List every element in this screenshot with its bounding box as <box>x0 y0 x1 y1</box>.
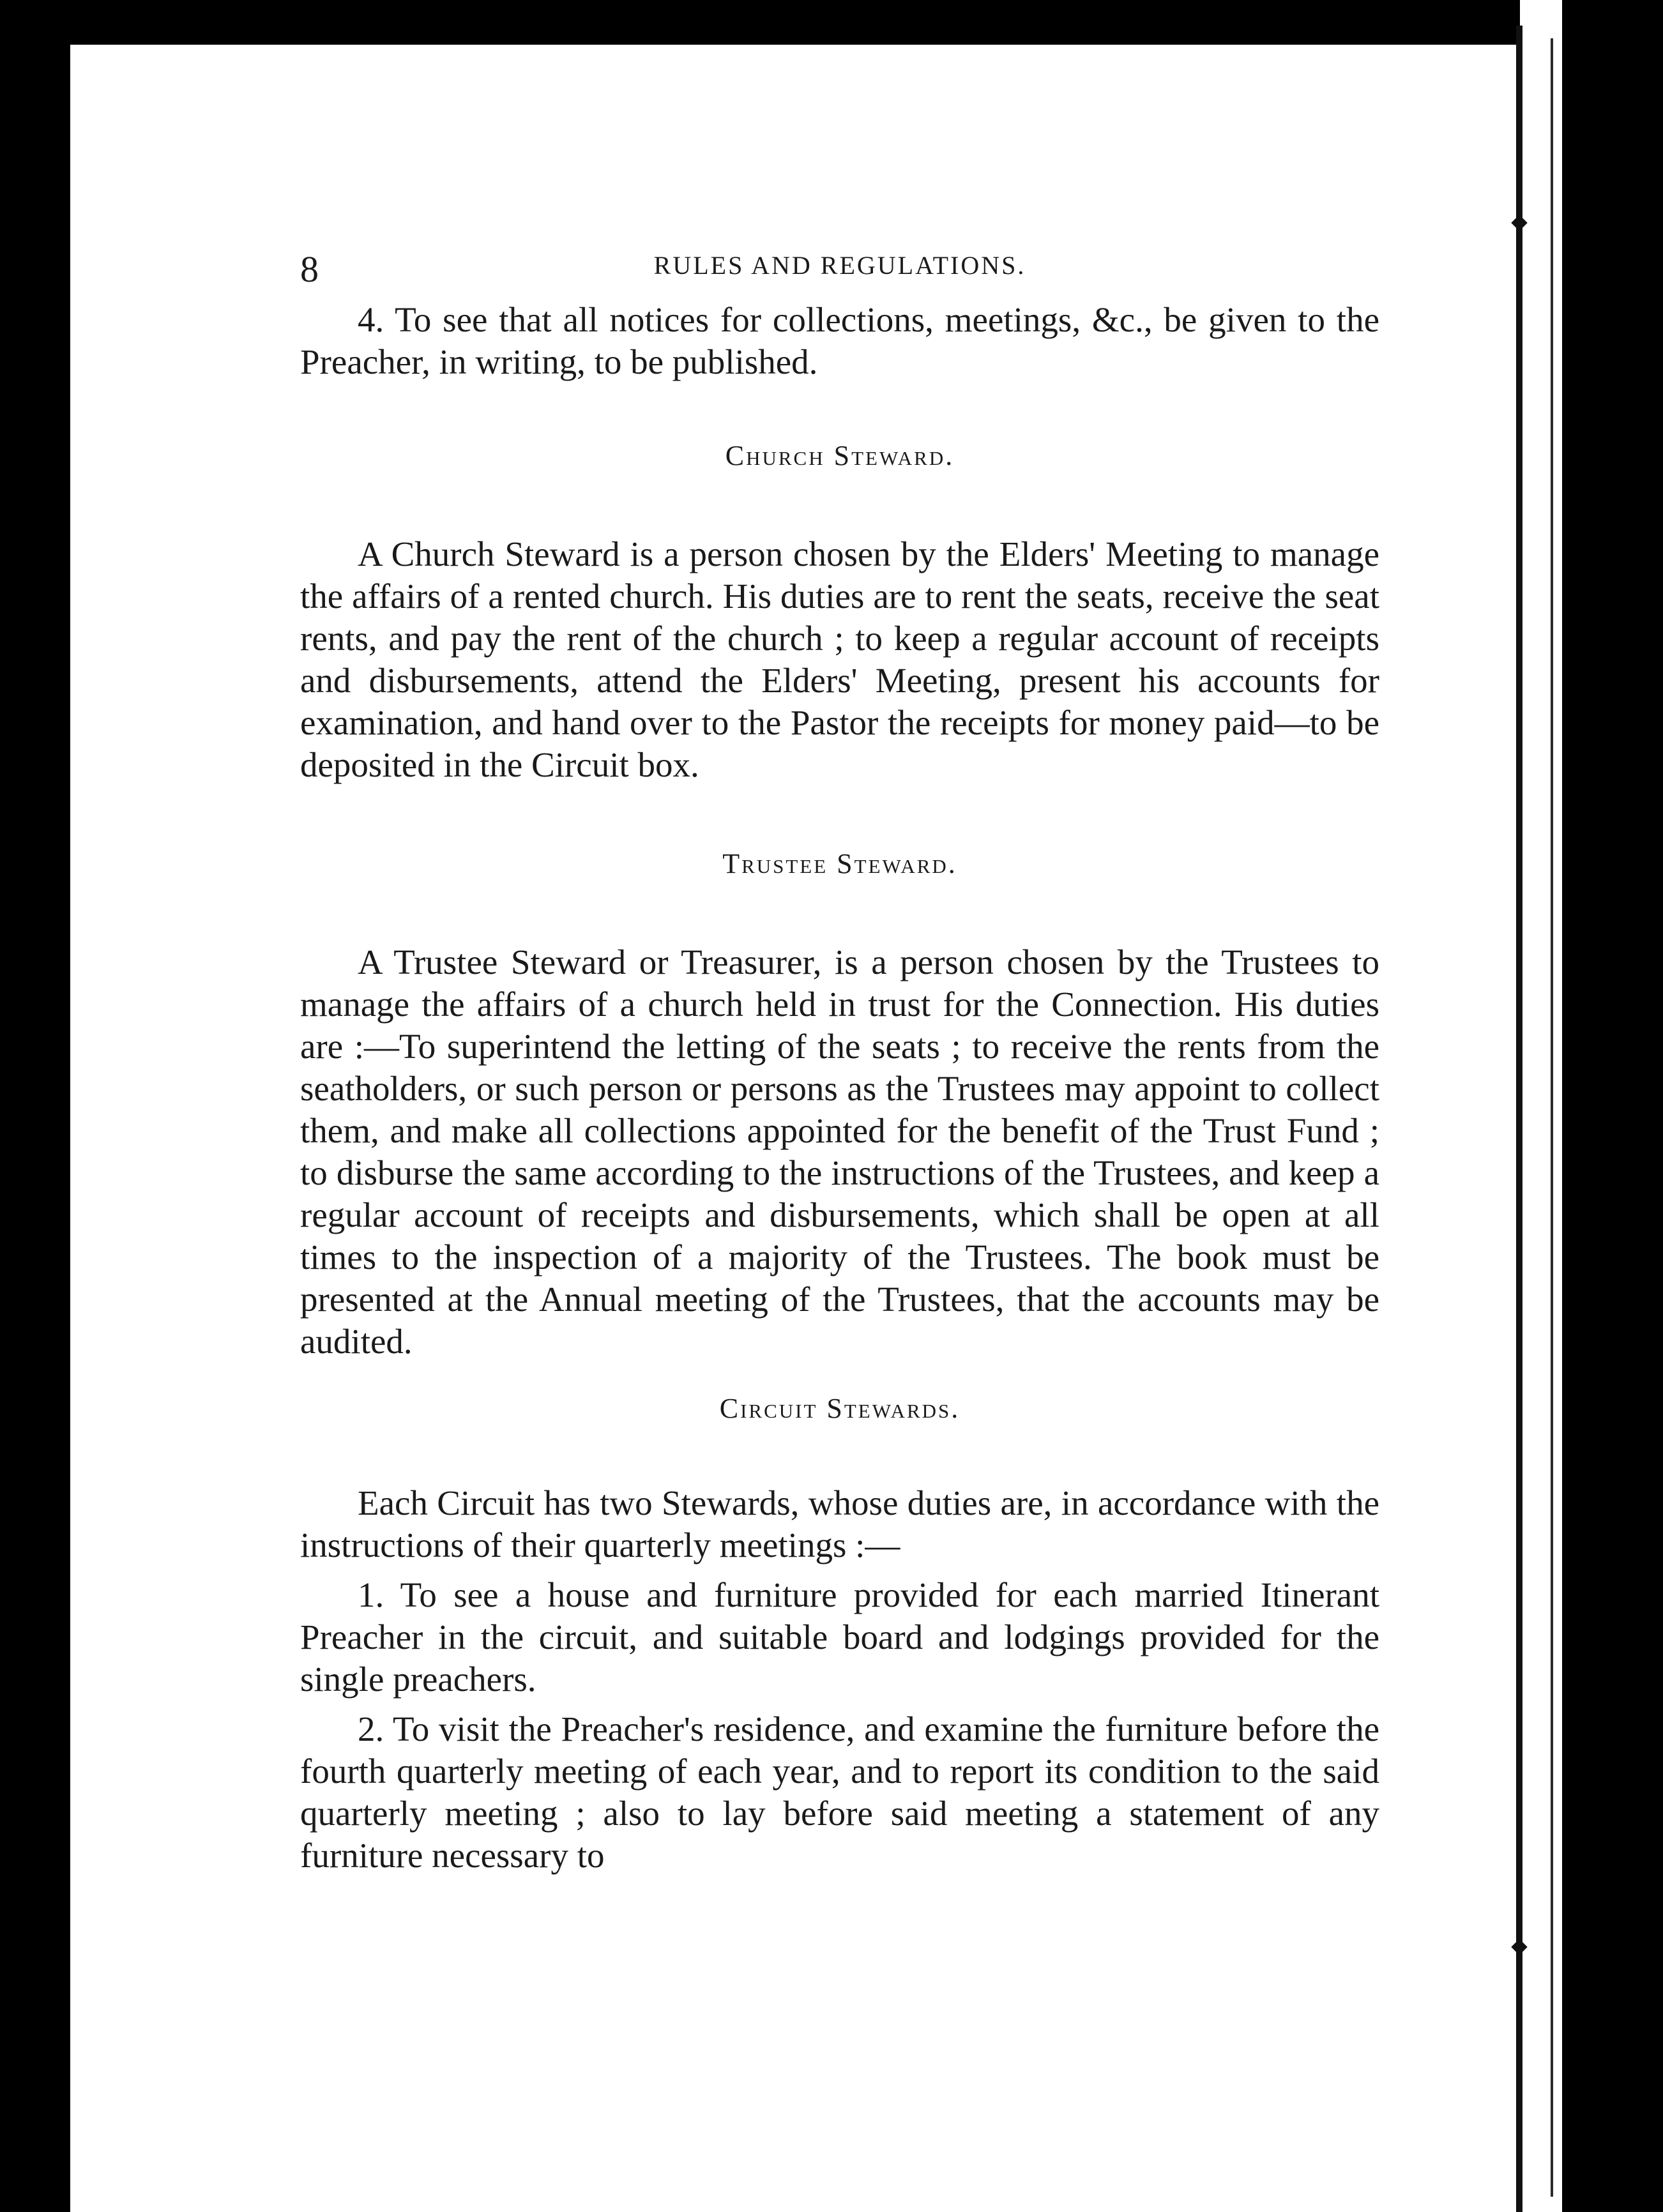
running-head <box>300 243 1379 294</box>
list-item: 2. To visit the Preacher's residence, and examine the furniture before the fourth quarterly meeting of each year, and to report its condition to the said quarterly meeting ; also to lay before said meeting a statement of any furniture necessary to <box>300 1709 1379 1875</box>
paragraph-circuit-stewards-intro: Each Circuit has two Stewards, whose duties are, in accordance with the instructions of their quarterly meetings :— <box>300 1483 1379 1564</box>
section-heading-church-steward: Church Steward. <box>725 440 955 471</box>
section-heading-circuit-stewards: Circuit Stewards. <box>719 1393 961 1424</box>
binding-gutter <box>1520 0 1562 2212</box>
binding-inner-line <box>1551 38 1553 2197</box>
running-title: RULES AND REGULATIONS. <box>653 251 1026 280</box>
paragraph-trustee-steward: A Trustee Steward or Treasurer, is a person chosen by the Trustees to manage the affairs of a church held in trust for the Connection. His duties are :—To superintend the letting of the seats ; to receive the rents from the seatholders, or such person or persons as the Trustees may appoint to collect them, and make all collections appointed for the benefit of the Trust Fund ; to disburse the same according to the instructions of the Trustees, and keep a regular account of receipts and disbursements, which shall be open at all times to the inspection of a majority of the Trustees. The book must be presented at the Annual meeting of the Trustees, that the accounts may be audited. <box>300 943 1379 1361</box>
page-number: 8 <box>300 248 319 290</box>
book-page <box>300 243 1379 1884</box>
binding-edge-line <box>1516 26 1523 2212</box>
scan-border <box>1562 0 1663 2212</box>
paragraph-church-steward: A Church Steward is a person chosen by the Elders' Meeting to manage the affairs of a rented church. His duties are to rent the seats, receive the seat rents, and pay the rent of the church ; to keep a regular account of receipts and disbursements, attend the Elders' Meeting, present his accounts for examination, and hand over to the Pastor the receipts for money paid—to be deposited in the Circuit box. <box>300 534 1379 784</box>
section-heading-trustee-steward: Trustee Steward. <box>722 848 957 879</box>
list-item: 1. To see a house and furniture provided for each married Itinerant Preacher in the circuit, and suitable board and lodgings provided for the single preachers. <box>300 1575 1379 1699</box>
list-item: 4. To see that all notices for collections, meetings, &c., be given to the Preacher, in writing, to be published. <box>300 300 1379 381</box>
